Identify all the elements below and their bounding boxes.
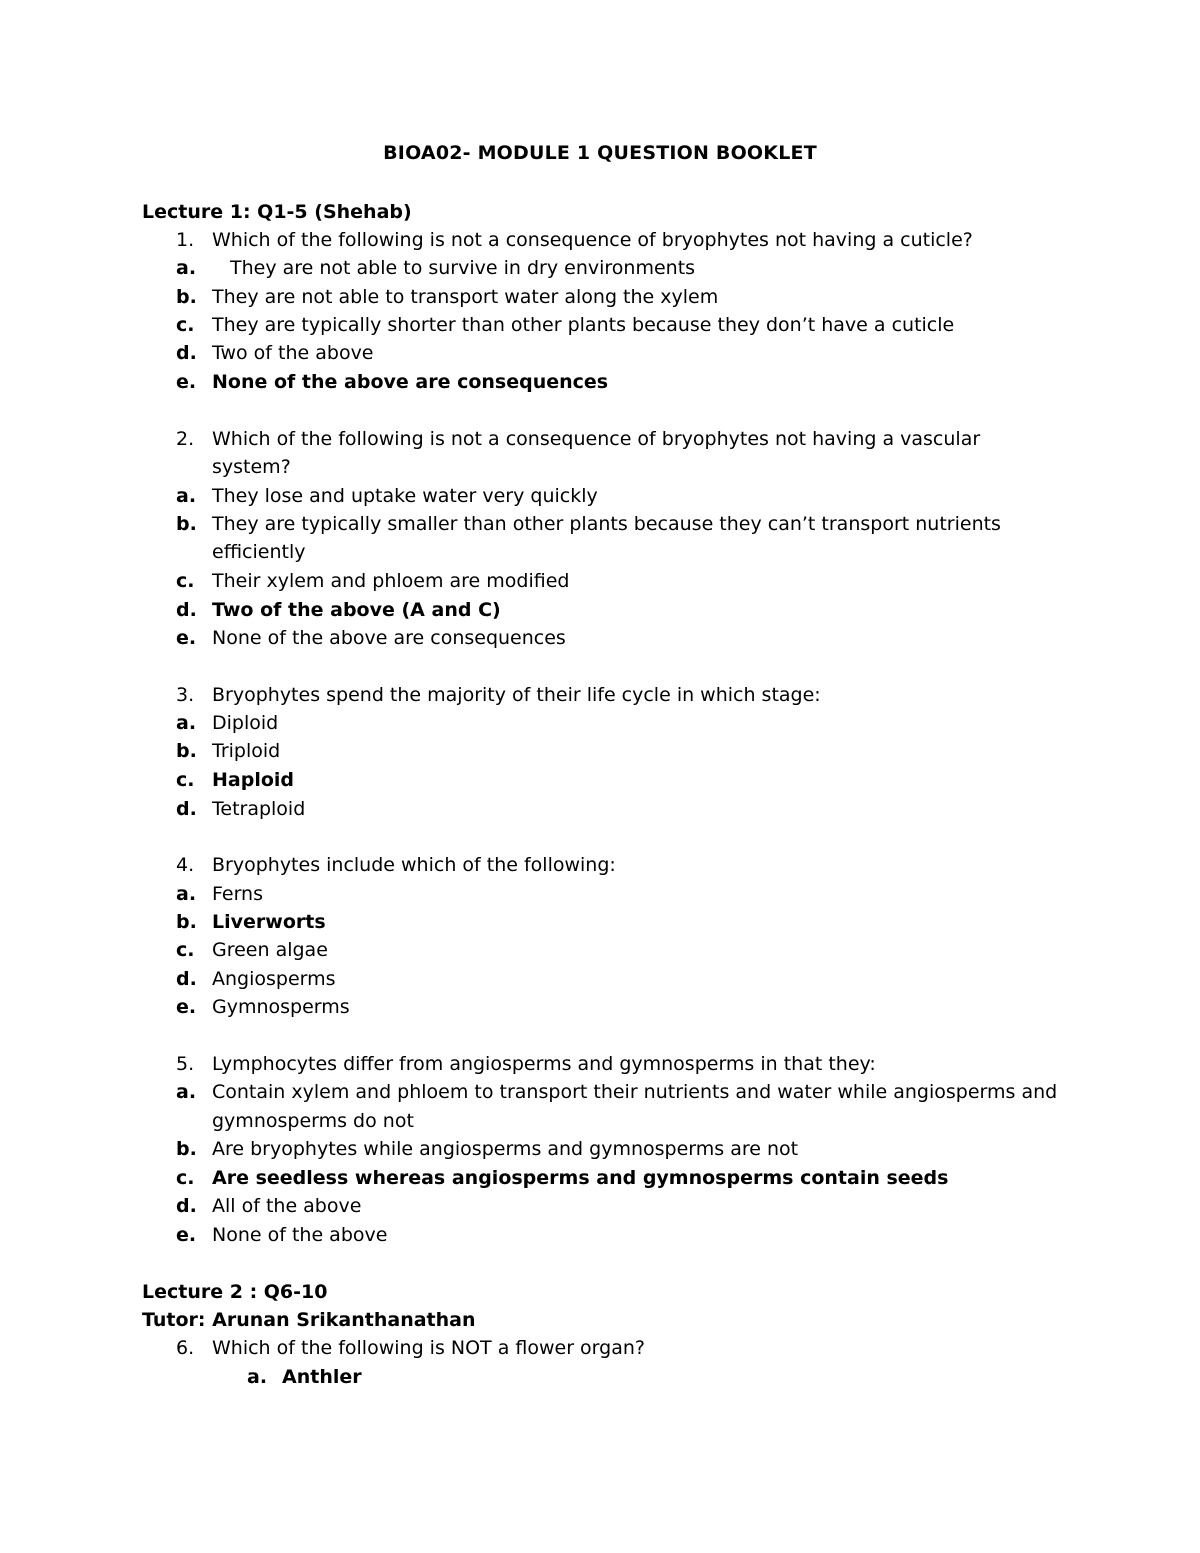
lecture-2-heading: Lecture 2 : Q6-10 [142,1281,328,1303]
question-number: 2. [176,428,195,450]
option-letter: e. [176,627,197,649]
lecture-1-heading: Lecture 1: Q1-5 (Shehab) [142,201,412,223]
question-5 [0,1050,1200,1078]
option-letter: b. [176,513,197,535]
option-letter: a. [176,1081,197,1103]
page-title: BIOA02- MODULE 1 QUESTION BOOKLET [383,142,817,164]
option-text-continued: efficiently [212,541,306,563]
option-letter: a. [176,712,197,734]
option-4a [0,880,1200,908]
option-letter: d. [176,1195,197,1217]
option-3a [0,709,1200,737]
option-1a [0,254,1200,282]
option-text-answer: Haploid [212,769,295,791]
question-2-continued [0,453,1200,481]
question-6 [0,1334,1200,1362]
option-4c [0,936,1200,964]
option-letter: d. [176,342,197,364]
option-text: Are bryophytes while angiosperms and gymnosperms are not [212,1138,799,1160]
option-text-continued: gymnosperms do not [212,1110,414,1132]
option-text-answer: Anthler [282,1366,362,1388]
question-text: Which of the following is NOT a flower organ? [212,1337,645,1359]
question-4 [0,851,1200,879]
option-1e [0,368,1200,396]
option-text-answer: None of the above are consequences [212,371,609,393]
option-letter: a. [176,257,197,279]
option-letter: d. [176,968,197,990]
option-letter: e. [176,371,197,393]
option-text: They are typically smaller than other plants because they can’t transport nutrients [212,513,1001,535]
option-text: None of the above are consequences [212,627,566,649]
option-4e [0,993,1200,1021]
option-1c [0,311,1200,339]
option-5b [0,1135,1200,1163]
option-2a [0,482,1200,510]
option-5a [0,1078,1200,1106]
option-2d [0,596,1200,624]
option-letter: c. [176,314,195,336]
option-text: They are not able to transport water along the xylem [212,286,719,308]
option-letter: a. [176,883,197,905]
tutor-line: Tutor: Arunan Srikanthanathan [142,1309,476,1331]
option-text-answer: Are seedless whereas angiosperms and gymnosperms contain seeds [212,1167,949,1189]
question-text: Which of the following is not a consequence of bryophytes not having a vascular [212,428,981,450]
question-2 [0,425,1200,453]
option-letter: b. [176,286,197,308]
option-2b [0,510,1200,538]
option-5a-continued [0,1107,1200,1135]
option-1b [0,283,1200,311]
question-number: 4. [176,854,195,876]
option-letter: c. [176,939,195,961]
option-letter: e. [176,996,197,1018]
option-letter: a. [176,485,197,507]
option-text-answer: Liverworts [212,911,326,933]
option-text: Gymnosperms [212,996,350,1018]
question-text: Lymphocytes differ from angiosperms and gymnosperms in that they: [212,1053,876,1075]
option-text: Two of the above [212,342,374,364]
option-letter: c. [176,769,195,791]
option-text: They are typically shorter than other plants because they don’t have a cuticle [212,314,955,336]
question-number: 6. [176,1337,195,1359]
option-text: Tetraploid [212,798,306,820]
option-text: They are not able to survive in dry environments [230,257,696,279]
option-letter: b. [176,740,197,762]
question-text-continued: system? [212,456,291,478]
option-5e [0,1221,1200,1249]
option-letter: b. [176,1138,197,1160]
option-text: They lose and uptake water very quickly [212,485,598,507]
option-text: Angiosperms [212,968,336,990]
option-4b [0,908,1200,936]
option-3b [0,737,1200,765]
option-text-answer: Two of the above (A and C) [212,599,501,621]
option-letter: e. [176,1224,197,1246]
option-text: Their xylem and phloem are modified [212,570,570,592]
option-2c [0,567,1200,595]
question-1 [0,226,1200,254]
question-text: Bryophytes include which of the following: [212,854,616,876]
option-4d [0,965,1200,993]
option-1d [0,339,1200,367]
question-text: Which of the following is not a consequence of bryophytes not having a cuticle? [212,229,973,251]
option-text: Ferns [212,883,263,905]
question-number: 1. [176,229,195,251]
option-text: Diploid [212,712,279,734]
option-3c [0,766,1200,794]
option-text: Triploid [212,740,281,762]
option-letter: c. [176,1167,195,1189]
option-2e [0,624,1200,652]
option-5d [0,1192,1200,1220]
option-text: Contain xylem and phloem to transport their nutrients and water while angiosperms and [212,1081,1058,1103]
option-text: None of the above [212,1224,388,1246]
question-number: 3. [176,684,195,706]
option-5c [0,1164,1200,1192]
option-letter: d. [176,798,197,820]
option-3d [0,795,1200,823]
question-number: 5. [176,1053,195,1075]
option-6a [0,1363,1200,1391]
question-3 [0,681,1200,709]
option-text: Green algae [212,939,328,961]
option-letter: c. [176,570,195,592]
option-letter: d. [176,599,197,621]
question-text: Bryophytes spend the majority of their life cycle in which stage: [212,684,821,706]
option-text: All of the above [212,1195,362,1217]
option-letter: a. [247,1366,268,1388]
option-2b-continued [0,538,1200,566]
option-letter: b. [176,911,197,933]
